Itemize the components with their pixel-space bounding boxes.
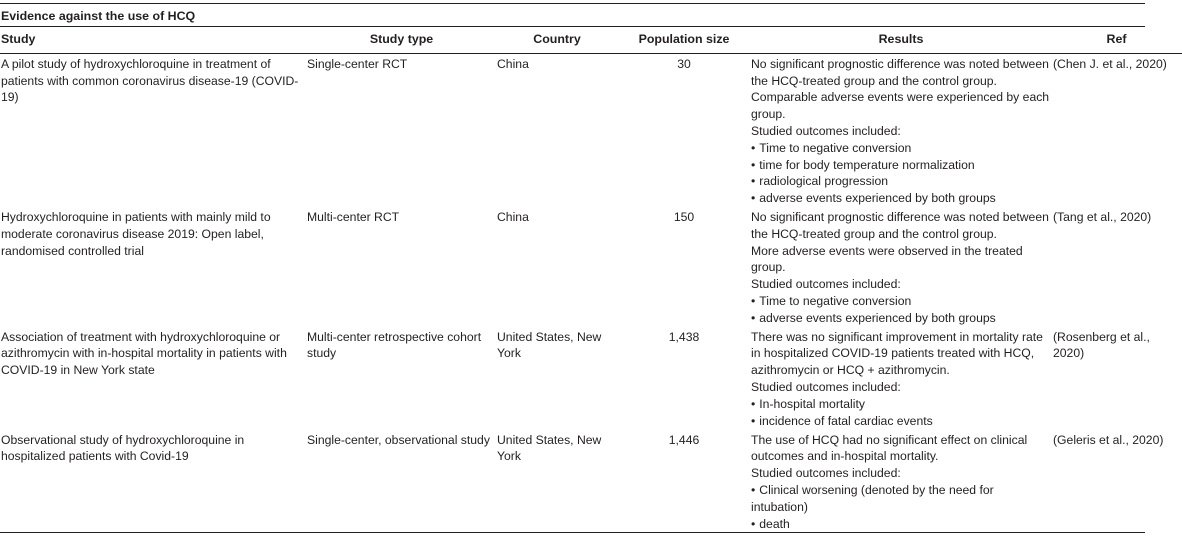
result-text: There was no significant improvement in mortality rate in hospitalized COVID-19 patients treated with HCQ, azithromycin or HCQ + azithromycin. <box>751 329 1043 378</box>
table-caption: Evidence against the use of HCQ <box>0 3 1145 27</box>
study-cell: A pilot study of hydroxychloroquine in treatment of patients with common coronavirus disease-19 (COVID-19) <box>1 56 299 105</box>
study-cell: Hydroxychloroquine in patients with mainly mild to moderate coronavirus disease 2019: Open label, randomised controlled trial <box>1 209 271 258</box>
country-cell: United States, New York <box>497 432 602 464</box>
result-text: The use of HCQ had no significant effect on clinical outcomes and in-hospital mortality. <box>751 432 1028 464</box>
study-type-cell: Multi-center retrospective cohort study <box>307 329 482 361</box>
column-header-country: Country <box>497 27 617 53</box>
table-bottom-rule <box>0 532 1145 533</box>
result-text: Studied outcomes included: <box>751 379 901 394</box>
result-text: No significant prognostic difference was noted between the HCQ-treated group and the control group. <box>751 56 1049 88</box>
population-cell: 1,438 <box>668 329 700 344</box>
study-type-cell: Single-center, observational study <box>307 432 490 447</box>
result-text: Studied outcomes included: <box>751 466 901 481</box>
study-type-cell: Single-center RCT <box>307 56 408 71</box>
results-cell <box>751 207 1051 327</box>
country-cell: China <box>497 56 529 71</box>
result-text: Studied outcomes included: <box>751 277 901 292</box>
outcome-bullet: • Time to negative conversion <box>751 293 1051 310</box>
table-row <box>0 207 1182 327</box>
ref-cell: (Chen J. et al., 2020) <box>1053 56 1167 71</box>
study-cell: Observational study of hydroxychloroquine in hospitalized patients with Covid-19 <box>1 432 245 464</box>
evidence-table <box>0 27 1182 532</box>
column-header-study: Study <box>0 27 306 53</box>
table-header-row <box>0 27 1182 53</box>
outcome-bullet: • Time to negative conversion <box>751 140 1051 157</box>
outcome-bullet: • In-hospital mortality <box>751 396 1051 413</box>
outcome-bullet: • death <box>751 516 1051 533</box>
population-cell: 30 <box>677 56 691 71</box>
result-text: No significant prognostic difference was noted between the HCQ-treated group and the control group. <box>751 209 1049 241</box>
outcome-bullet: • adverse events experienced by both groups <box>751 190 1051 207</box>
outcome-bullet: • adverse events experienced by both groups <box>751 310 1051 327</box>
result-text: Comparable adverse events were experienced by each group. <box>751 90 1050 122</box>
study-type-cell: Multi-center RCT <box>307 209 400 224</box>
column-header-results: Results <box>751 27 1051 53</box>
country-cell: China <box>497 209 529 224</box>
outcome-bullet: • Clinical worsening (denoted by the need for intubation) <box>751 482 1051 516</box>
country-cell: United States, New York <box>497 329 602 361</box>
column-header-population: Population size <box>617 27 751 53</box>
results-cell <box>751 53 1051 207</box>
evidence-table-figure <box>0 3 1167 539</box>
column-header-ref: Ref <box>1051 27 1182 53</box>
ref-cell: (Geleris et al., 2020) <box>1053 432 1164 447</box>
table-row <box>0 327 1182 430</box>
population-cell: 1,446 <box>668 432 700 447</box>
outcome-bullet: • incidence of fatal cardiac events <box>751 413 1051 430</box>
outcome-bullet: • time for body temperature normalization <box>751 157 1051 174</box>
ref-cell: (Tang et al., 2020) <box>1053 209 1152 224</box>
population-cell: 150 <box>673 209 695 224</box>
study-cell: Association of treatment with hydroxychloroquine or azithromycin with in-hospital mortality in patients with COVID-19 in New York state <box>1 329 287 378</box>
results-cell <box>751 327 1051 430</box>
table-row <box>0 53 1182 207</box>
column-header-study-type: Study type <box>306 27 497 53</box>
result-text: Studied outcomes included: <box>751 123 901 138</box>
ref-cell: (Rosenberg et al., 2020) <box>1053 329 1150 361</box>
table-row <box>0 430 1182 533</box>
outcome-bullet: • radiological progression <box>751 173 1051 190</box>
results-cell <box>751 430 1051 533</box>
result-text: More adverse events were observed in the treated group. <box>751 243 1023 275</box>
